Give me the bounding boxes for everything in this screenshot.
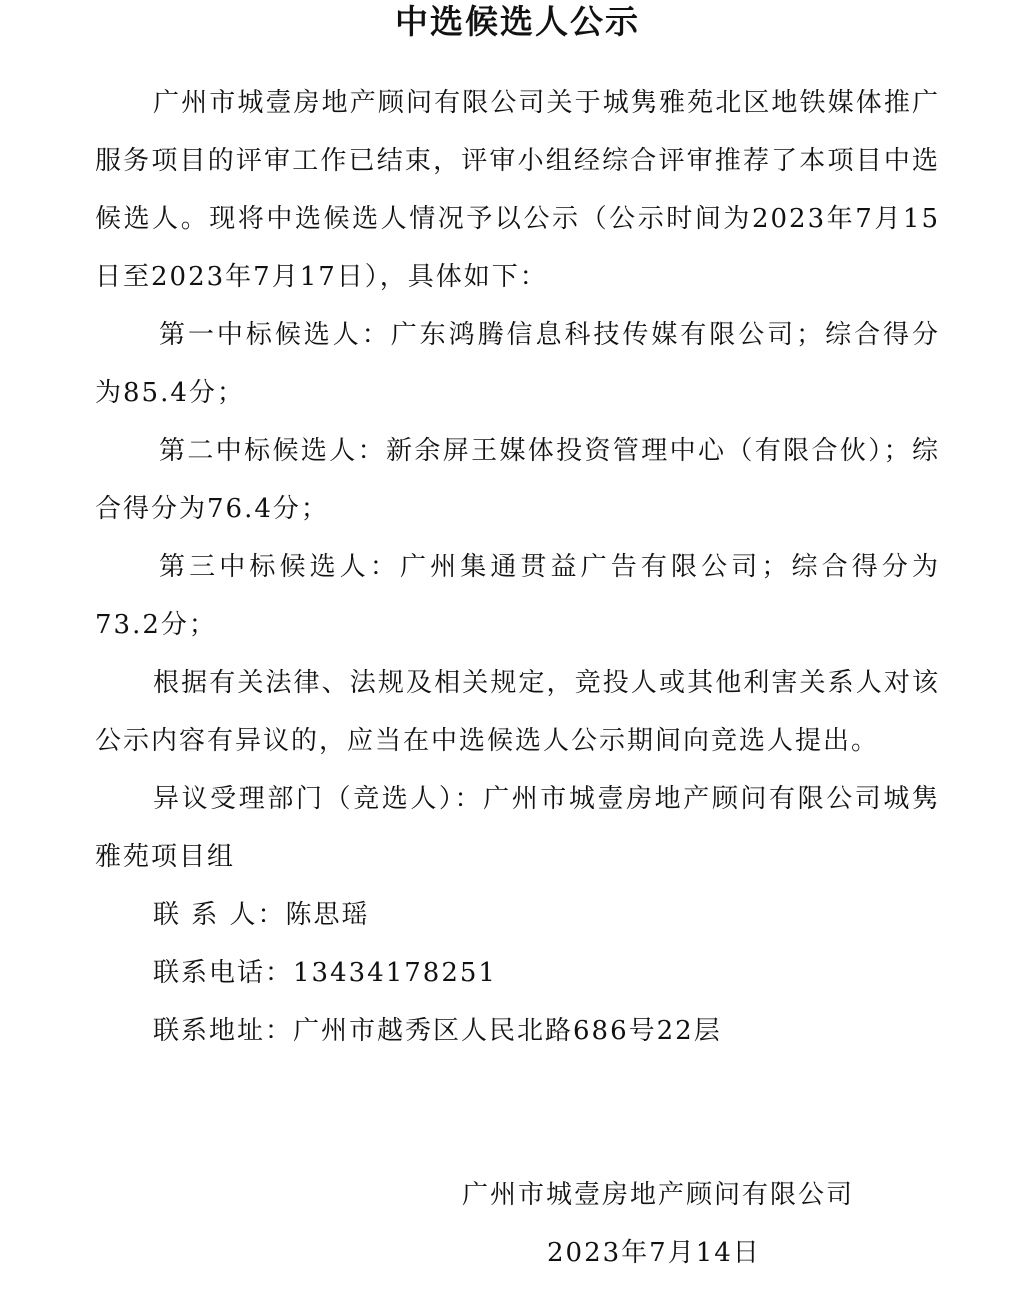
candidate-3-paragraph: 第三中标候选人：广州集通贯益广告有限公司；综合得分为73.2分； xyxy=(95,552,940,640)
candidate-2-paragraph: 第二中标候选人：新余屏王媒体投资管理中心（有限合伙）；综合得分为76.4分； xyxy=(95,436,940,524)
signature-company: 广州市城壹房地产顾问有限公司 xyxy=(462,1180,855,1210)
candidate-1-paragraph: 第一中标候选人：广东鸿腾信息科技传媒有限公司；综合得分为85.4分； xyxy=(95,320,940,408)
objection-dept-paragraph: 异议受理部门（竞选人）：广州市城壹房地产顾问有限公司城隽雅苑项目组 xyxy=(95,784,940,872)
contact-phone-line: 联系电话：13434178251 xyxy=(153,958,497,988)
contact-address-line: 联系地址：广州市越秀区人民北路686号22层 xyxy=(153,1016,722,1046)
contact-person-line: 联 系 人：陈思瑶 xyxy=(153,900,370,930)
document-title: 中选候选人公示 xyxy=(395,2,640,41)
intro-paragraph: 广州市城壹房地产顾问有限公司关于城隽雅苑北区地铁媒体推广服务项目的评审工作已结束，评审小组经综合评审推荐了本项目中选候选人。现将中选候选人情况予以公示（公示时间为2023年7月15日至2023年7月17日），具体如下： xyxy=(95,88,940,292)
objection-notice-paragraph: 根据有关法律、法规及相关规定，竞投人或其他利害关系人对该公示内容有异议的，应当在中选候选人公示期间向竞选人提出。 xyxy=(95,668,940,756)
signature-date: 2023年7月14日 xyxy=(547,1238,761,1268)
document-body xyxy=(95,74,940,1060)
